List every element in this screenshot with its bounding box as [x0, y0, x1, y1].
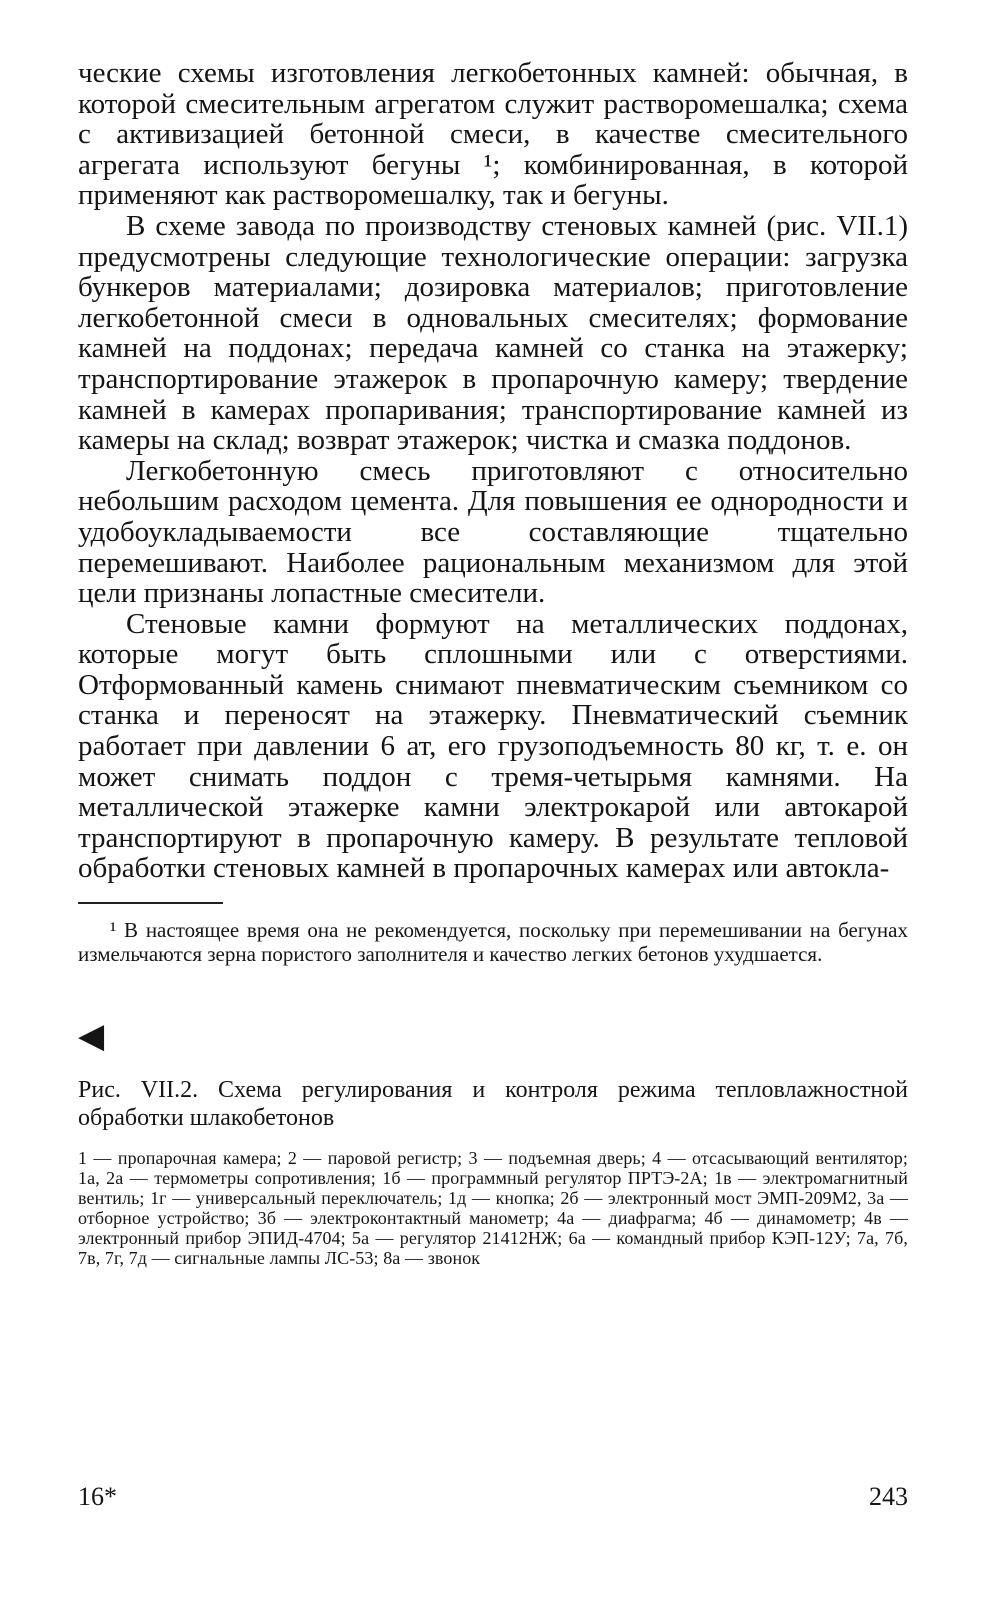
page-number: 243: [869, 1482, 908, 1511]
left-arrow-icon: ◀: [78, 1018, 105, 1056]
page-footer: [78, 1482, 908, 1512]
footnote-divider: [78, 902, 223, 904]
paragraph-1: ческие схемы изготовления легкобетонных камней: обычная, в которой смесительным агрегатом служит растворомешалка; схема с активизацией бетонной смеси, в качестве смесительного агрегата используют бегуны ¹; комбинированная, в которой применяют как растворомешалку, так и бегуны.: [78, 57, 908, 212]
figure-legend: 1 — пропарочная камера; 2 — паровой регистр; 3 — подъемная дверь; 4 — отсасывающий вентилятор; 1а, 2а — термометры сопротивления; 1б — программный регулятор ПРТЭ-2А; 1в — электромагнитный вентиль; 1г — универсальный переключатель; 1д — кнопка; 2б — электронный мост ЭМП-209М2, 3а — отборное устройство; 3б — электроконтактный манометр; 4а — диафрагма; 4б — динамометр; 4в — электронный прибор ЭПИД-4704; 5а — регулятор 21412НЖ; 6а — командный прибор КЭП-12У; 7а, 7б, 7в, 7г, 7д — сигнальные лампы ЛС-53; 8а — звонок: [78, 1148, 908, 1269]
paragraph-2: В схеме завода по производству стеновых камней (рис. VII.1) предусмотрены следующие технологические операции: загрузка бункеров материалами; дозировка материалов; приготовление легкобетонной смеси в одновальных смесителях; формование камней на поддонах; передача камней со станка на этажерку; транспортирование этажерок в пропарочную камеру; твердение камней в камерах пропаривания; транспортирование камней из камеры на склад; возврат этажерок; чистка и смазка поддонов.: [78, 209, 908, 457]
body-text: [78, 58, 908, 884]
page-content: [78, 58, 908, 1268]
paragraph-3: Легкобетонную смесь приготовляют с относительно небольшим расходом цемента. Для повышения ее однородности и удобоукладываемости все составляющие тщательно перемешивают. Наиболее рациональным механизмом для этой цели признаны лопастные смесители.: [78, 454, 908, 610]
signature-mark: 16*: [78, 1482, 117, 1511]
paragraph-4: Стеновые камни формуют на металлических поддонах, которые могут быть сплошными или с отверстиями. Отформованный камень снимают пневматическим съемником со станка и переносят на этажерку. Пневматический съемник работает при давлении 6 ат, его грузоподъемность 80 кг, т. е. он может снимать поддон с тремя-четырьмя камнями. На металлической этажерке камни электрокарой или автокарой транспортируют в пропарочную камеру. В результате тепловой обработки стеновых камней в пропарочных камерах или автокла-: [78, 607, 908, 885]
figure-caption: Рис. VII.2. Схема регулирования и контроля режима тепловлажностной обработки шлакобетонов: [78, 1077, 908, 1132]
footnote: ¹ В настоящее время она не рекомендуется, поскольку при перемешивании на бегунах измельчаются зерна пористого заполнителя и качество легких бетонов ухудшается.: [78, 918, 908, 967]
